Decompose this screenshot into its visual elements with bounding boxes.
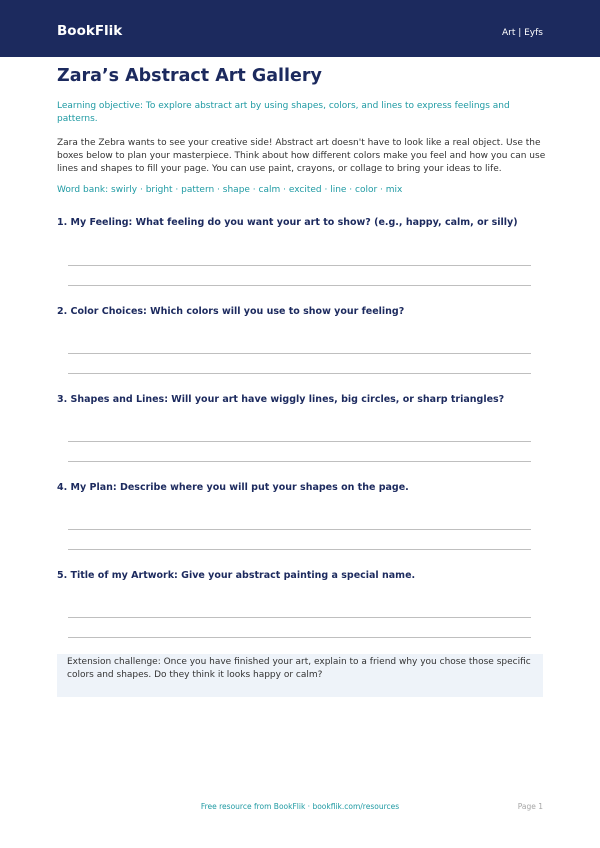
extension-challenge-box <box>57 654 543 697</box>
footer-credit: Free resource from BookFlik · bookflik.com/resources <box>200 802 400 811</box>
page-number: Page 1 <box>517 802 543 811</box>
question-3: 3. Shapes and Lines: Will your art have wiggly lines, big circles, or sharp triangles? <box>57 394 505 405</box>
question-5: 5. Title of my Artwork: Give your abstract painting a special name. <box>57 570 416 581</box>
header-bar <box>0 0 600 57</box>
intro-paragraph: Zara the Zebra wants to see your creative side! Abstract art doesn't have to look like a real object. Use the boxes below to plan your masterpiece. Think about how different colors make you feel and how you can use lines and shapes to fill your page. You can use paint, crayons, or collage to bring your ideas to life. <box>57 138 546 174</box>
brand-logo: BookFlik <box>57 23 123 39</box>
answer-line[interactable] <box>68 549 531 550</box>
extension-challenge-text: Extension challenge: Once you have finished your art, explain to a friend why you chose those specific colors and shapes. Do they think it looks happy or calm? <box>67 657 531 680</box>
question-1: 1. My Feeling: What feeling do you want your art to show? (e.g., happy, calm, or silly) <box>57 217 518 228</box>
page-title: Zara’s Abstract Art Gallery <box>57 66 322 86</box>
word-bank: Word bank: swirly · bright · pattern · shape · calm · excited · line · color · mix <box>57 185 403 195</box>
answer-line[interactable] <box>68 529 531 530</box>
answer-line[interactable] <box>68 353 531 354</box>
answer-line[interactable] <box>68 265 531 266</box>
question-2: 2. Color Choices: Which colors will you use to show your feeling? <box>57 306 405 317</box>
answer-line[interactable] <box>68 285 531 286</box>
question-4: 4. My Plan: Describe where you will put your shapes on the page. <box>57 482 409 493</box>
learning-objective: Learning objective: To explore abstract art by using shapes, colors, and lines to express feelings and patterns. <box>57 101 510 124</box>
answer-line[interactable] <box>68 373 531 374</box>
answer-line[interactable] <box>68 617 531 618</box>
answer-line[interactable] <box>68 461 531 462</box>
answer-line[interactable] <box>68 441 531 442</box>
answer-line[interactable] <box>68 637 531 638</box>
subject-label: Art | Eyfs <box>501 28 543 38</box>
